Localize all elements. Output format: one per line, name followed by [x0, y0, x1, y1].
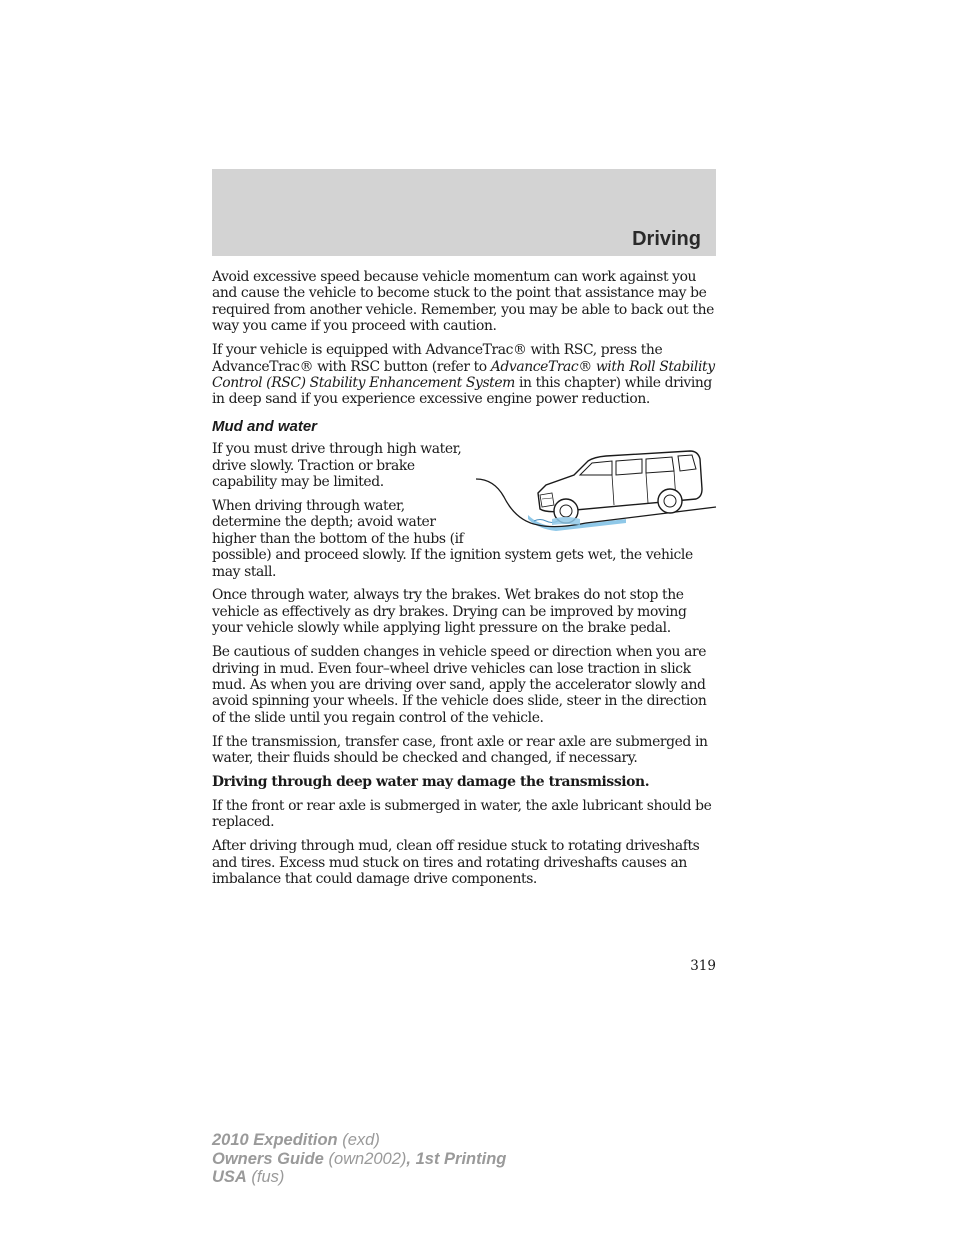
- footer-line-3: [212, 1168, 506, 1187]
- footer-market-code: (fus): [246, 1168, 285, 1186]
- document-footer: [212, 1131, 506, 1187]
- paragraph-brakes: Once through water, always try the brakes. Wet brakes do not stop the vehicle as effectively as dry brakes. Drying can be improved by moving your vehicle slowly while applying light pressure on the brake pedal.: [212, 587, 687, 637]
- paragraph-fluids: If the transmission, transfer case, front axle or rear axle are submerged in water, their fluids should be checked and changed, if necessary.: [212, 733, 708, 767]
- paragraph-water-depth: When driving through water, determine the depth; avoid water higher than the bottom of the hubs (if possible) and proceed slowly. If the ignition system gets wet, the vehicle may stall.: [212, 497, 693, 580]
- page-content: [212, 269, 716, 895]
- footer-line-1: [212, 1131, 506, 1150]
- paragraph-high-water: If you must drive through high water, drive slowly. Traction or brake capability may be limited.: [212, 441, 462, 490]
- footer-market: USA: [212, 1168, 247, 1186]
- subheading-mud-and-water: Mud and water: [212, 417, 318, 435]
- footer-line-2: [212, 1150, 506, 1169]
- advancetrac-text-1: If your vehicle is equipped with AdvanceTrac® with RSC, press the AdvanceTrac® with RSC button (refer to: [212, 342, 663, 375]
- paragraph-speed: Avoid excessive speed because vehicle momentum can work against you and cause the vehicle to become stuck to the point that assistance may be required from another vehicle. Remember, you may be able to back out the way you came if you proceed with caution.: [212, 269, 714, 335]
- warning-deep-water: Driving through deep water may damage the transmission.: [212, 773, 650, 790]
- paragraph-axle: If the front or rear axle is submerged in water, the axle lubricant should be replaced.: [212, 797, 712, 831]
- footer-guide-code: (own2002): [323, 1149, 407, 1168]
- footer-model: 2010 Expedition: [212, 1131, 338, 1149]
- footer-printing: , 1st Printing: [406, 1149, 507, 1168]
- section-header-band: [212, 169, 716, 256]
- page-number: 319: [690, 958, 716, 974]
- section-title: Driving: [632, 228, 701, 250]
- advancetrac-reference: AdvanceTrac® with Roll Stability Control (RSC) Stability Enhancement System: [212, 358, 715, 391]
- advancetrac-text-2: in this chapter) while driving in deep sand if you experience excessive engine power reduction.: [212, 374, 712, 408]
- suv-driving-through-water-icon: [476, 445, 724, 537]
- paragraph-mud: Be cautious of sudden changes in vehicle speed or direction when you are driving in mud. Even four–wheel drive vehicles can lose traction in slick mud. As when you are driving over sand, apply the accelerator slowly and avoid spinning your wheels. If the vehicle does slide, steer in the direction of the slide until you regain control of the vehicle.: [212, 644, 707, 726]
- footer-guide: Owners Guide: [212, 1149, 324, 1168]
- paragraph-advancetrac: [212, 342, 716, 408]
- footer-model-code: (exd): [337, 1131, 380, 1149]
- paragraph-driveshafts: After driving through mud, clean off residue stuck to rotating driveshafts and tires. Excess mud stuck on tires and rotating driveshafts causes an imbalance that could damage drive components.: [212, 838, 700, 887]
